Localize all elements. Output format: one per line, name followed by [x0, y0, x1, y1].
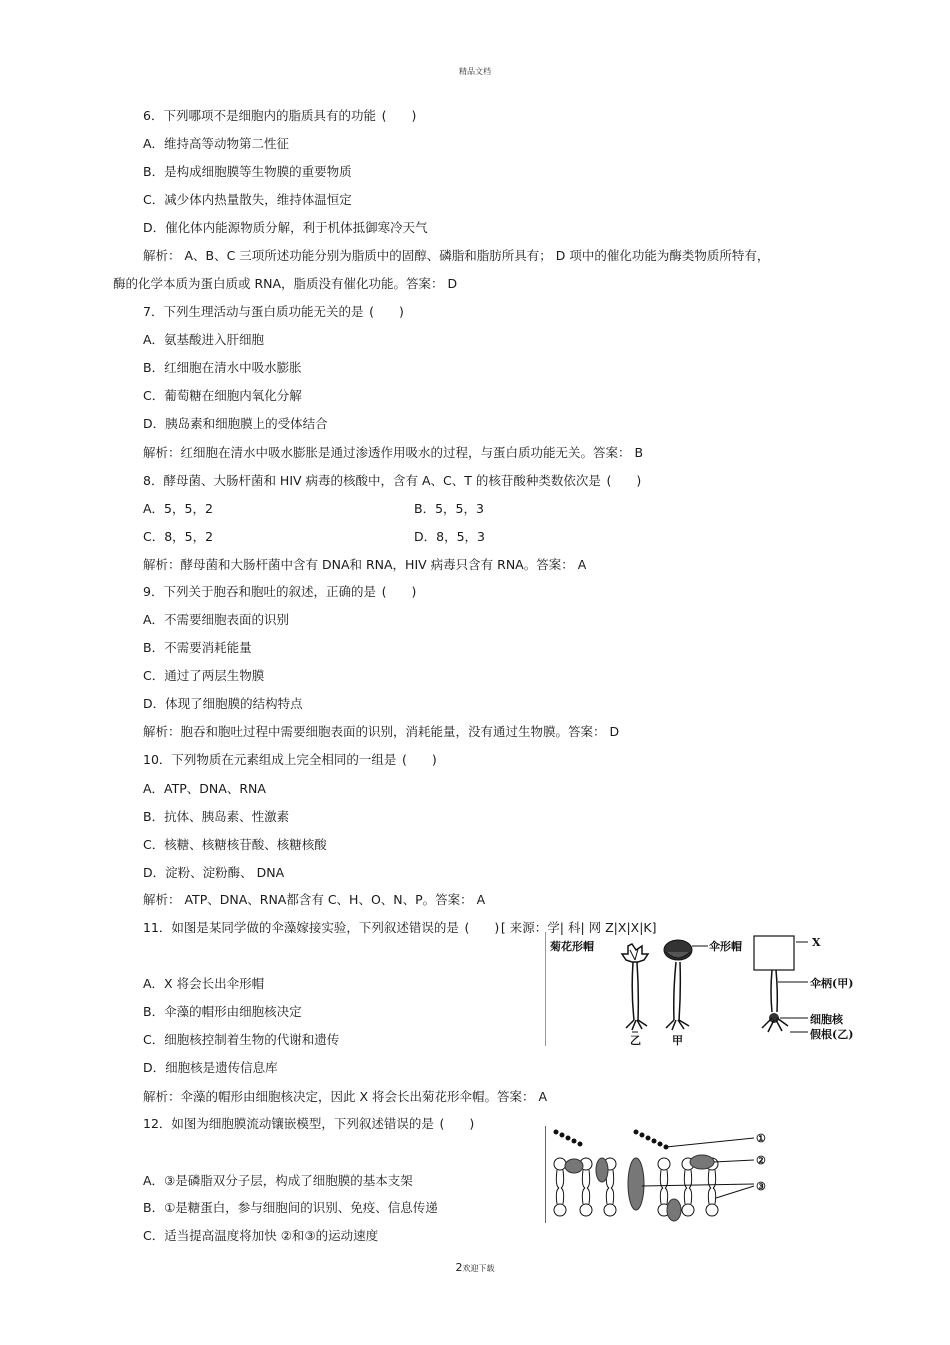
footer-text: 欢迎下载: [462, 1264, 495, 1273]
glycoprotein-chains: [554, 1130, 669, 1150]
label-jia: 甲: [672, 1034, 683, 1046]
analysis-7: 解析：红细胞在清水中吸水膨胀是通过渗透作用吸水的过程，与蛋白质功能无关。答案： B: [143, 445, 644, 460]
analysis-10: 解析： ATP、DNA、RNA都含有 C、H、O、N、P。答案： A: [143, 892, 486, 907]
option-7d: D．胰岛素和细胞膜上的受体结合: [143, 416, 328, 431]
option-9a: A．不需要细胞表面的识别: [143, 612, 290, 627]
option-11c: C．细胞核控制着生物的代谢和遗传: [143, 1032, 340, 1047]
option-12b: B．①是糖蛋白，参与细胞间的识别、免疫、信息传递: [143, 1200, 438, 1215]
stalk-jia: [674, 962, 681, 1020]
answer-blank: ( ): [439, 1116, 475, 1131]
label-3: ③: [756, 1180, 766, 1193]
option-9d: D．体现了细胞膜的结构特点: [143, 696, 303, 711]
option-8d: D．8，5，3: [414, 529, 485, 544]
question-7: 7．下列生理活动与蛋白质功能无关的是 ( ): [143, 304, 404, 319]
analysis-11: 解析：伞藻的帽形由细胞核决定，因此 X 将会长出菊花形伞帽。答案： A: [143, 1089, 548, 1104]
option-10d: D．淀粉、淀粉酶、 DNA: [143, 865, 285, 880]
option-8b: B．5，5，3: [414, 501, 484, 516]
label-nucleus: 细胞核: [810, 1013, 843, 1026]
answer-blank: ( ): [606, 473, 642, 488]
juhua-cap-icon: [622, 944, 648, 962]
question-10: 10．下列物质在元素组成上完全相同的一组是 ( ): [143, 752, 437, 767]
stalk-grafted: [771, 970, 777, 1012]
option-10a: A．ATP、DNA、RNA: [143, 781, 266, 796]
answer-blank: ( ): [464, 920, 500, 935]
option-7a: A．氨基酸进入肝细胞: [143, 332, 265, 347]
analysis-6-cont: 酶的化学本质为蛋白质或 RNA，脂质没有催化功能。答案： D: [113, 276, 458, 291]
question-11: 11．如图是某同学做的伞藻嫁接实验，下列叙述错误的是 ( ) [ 来源：学| 科| 网 Z|X|X|K]: [143, 920, 657, 935]
analysis-9: 解析：胞吞和胞吐过程中需要细胞表面的识别，消耗能量，没有通过生物膜。答案： D: [143, 724, 620, 739]
label-1: ①: [756, 1132, 766, 1145]
label-root: 假根(乙): [810, 1028, 854, 1041]
source-note: [ 来源：学| 科| 网 Z|X|X|K]: [500, 920, 657, 935]
option-6a: A．维持高等动物第二性征: [143, 136, 290, 151]
umbrella-cap-icon: [664, 940, 692, 960]
question-9: 9．下列关于胞吞和胞吐的叙述，正确的是 ( ): [143, 584, 417, 599]
option-9c: C．通过了两层生物膜: [143, 668, 265, 683]
stalk-yi: [632, 962, 638, 1020]
page-footer: [0, 1261, 950, 1274]
option-6d: D．催化体内能源物质分解，利于机体抵御寒冷天气: [143, 220, 428, 235]
answer-blank: ( ): [381, 584, 417, 599]
question-12: 12．如图为细胞膜流动镶嵌模型，下列叙述错误的是 ( ): [143, 1116, 475, 1131]
option-12c: C．适当提高温度将加快 ②和③的运动速度: [143, 1228, 379, 1243]
option-6c: C．减少体内热量散失，维持体温恒定: [143, 192, 352, 207]
label-x: X: [812, 936, 821, 949]
label-2: ②: [756, 1154, 766, 1167]
option-8c: C．8，5，2: [143, 529, 214, 544]
option-7c: C．葡萄糖在细胞内氧化分解: [143, 388, 302, 403]
label-yi: 乙: [630, 1034, 641, 1046]
option-11a: A．X 将会长出伞形帽: [143, 976, 265, 991]
option-11b: B．伞藻的帽形由细胞核决定: [143, 1004, 302, 1019]
label-juhua: 菊花形帽: [550, 940, 594, 953]
rhizoid-jia: [666, 1020, 689, 1030]
question-8: 8．酵母菌、大肠杆菌和 HIV 病毒的核酸中，含有 A、C、T 的核苷酸种类数依次是 ( ): [143, 473, 642, 488]
analysis-8: 解析：酵母菌和大肠杆菌中含有 DNA和 RNA，HIV 病毒只含有 RNA。答案： A: [143, 557, 587, 572]
option-11d: D．细胞核是遗传信息库: [143, 1060, 278, 1075]
option-6b: B．是构成细胞膜等生物膜的重要物质: [143, 164, 352, 179]
rhizoid-yi: [626, 1020, 647, 1030]
option-8a: A．5，5，2: [143, 501, 213, 516]
answer-blank: ( ): [402, 752, 437, 767]
label-stalk: 伞柄(甲): [810, 977, 854, 990]
option-7b: B．红细胞在清水中吸水膨胀: [143, 360, 302, 375]
analysis-6: 解析： A、B、C 三项所述功能分别为脂质中的固醇、磷脂和脂肪所具有； D 项中的催化功能为酶类物质所特有，: [143, 248, 770, 263]
label-san: 伞形帽: [709, 940, 742, 953]
page-number: 2: [455, 1261, 463, 1274]
option-10b: B．抗体、胰岛素、性激素: [143, 809, 290, 824]
answer-blank: ( ): [369, 304, 404, 319]
answer-blank: ( ): [381, 108, 417, 123]
option-12a: A．③是磷脂双分子层，构成了细胞膜的基本支架: [143, 1173, 413, 1188]
page-header: 精品文档: [459, 67, 491, 76]
question-6: 6．下列哪项不是细胞内的脂质具有的功能 ( ): [143, 108, 417, 123]
option-10c: C．核糖、核糖核苷酸、核糖核酸: [143, 837, 327, 852]
unknown-cap-box: [754, 936, 794, 970]
acetabularia-figure: [545, 932, 861, 1046]
membrane-model-figure: [545, 1126, 776, 1223]
option-9b: B．不需要消耗能量: [143, 640, 252, 655]
